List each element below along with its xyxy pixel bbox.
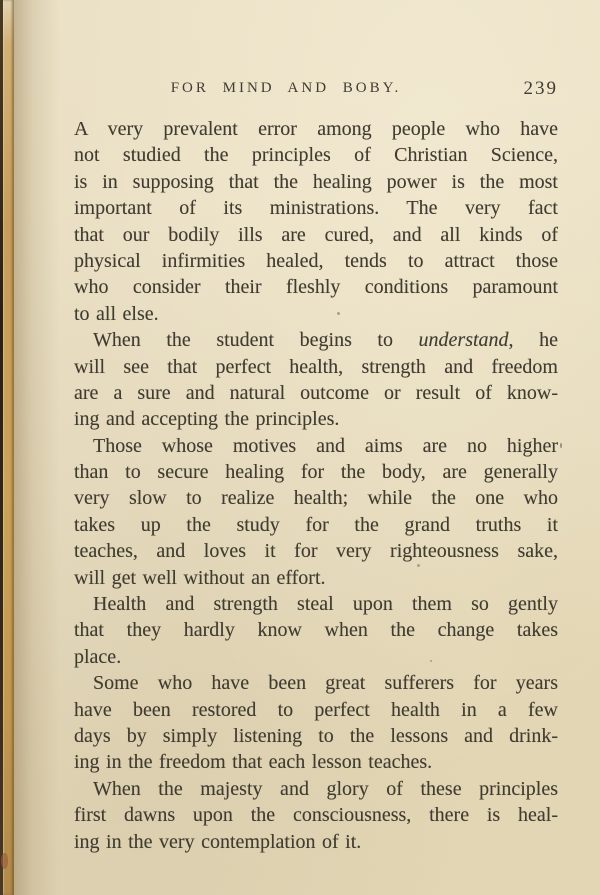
text-line: ing in the freedom that each lesson teaches.	[74, 751, 433, 774]
page-curvature-shadow	[14, 0, 60, 895]
text-line: teaches, and loves it for very righteousness sake,	[74, 540, 558, 563]
page-text	[74, 116, 558, 855]
page-stack-edge	[3, 0, 14, 895]
text-line: have been restored to perfect health in a few	[74, 698, 558, 721]
paper-stain	[1, 853, 8, 869]
text-line: that they hardly know when the change takes	[74, 619, 558, 642]
page-number: 239	[523, 78, 558, 99]
text-line: not studied the principles of Christian Science,	[74, 144, 558, 167]
text-line: that our bodily ills are cured, and all kinds of	[74, 223, 558, 246]
page-header	[74, 80, 558, 106]
text-line: who consider their fleshly conditions paramount	[74, 276, 558, 299]
text-line: important of its ministrations. The very fact	[74, 197, 558, 220]
text-line: first dawns upon the consciousness, there is heal-	[74, 804, 558, 827]
text-line: will get well without an effort.	[74, 566, 326, 589]
text-line: Those whose motives and aims are no higher	[93, 434, 558, 457]
paper-speck	[560, 443, 562, 448]
text-line: Some who have been great sufferers for years	[93, 672, 558, 695]
text-line: than to secure healing for the body, are generally	[74, 461, 558, 484]
text-line: ing and accepting the principles.	[74, 408, 340, 431]
running-title: FOR MIND AND BOBY.	[170, 80, 402, 96]
text-line: are a sure and natural outcome or result of know-	[74, 381, 558, 404]
text-line: ing in the very contemplation of it.	[74, 830, 362, 853]
text-line: place.	[74, 645, 122, 668]
text-line: days by simply listening to the lessons and drink-	[74, 724, 558, 747]
text-line: takes up the study for the grand truths it	[74, 513, 558, 536]
text-line: Health and strength steal upon them so gently	[93, 593, 558, 616]
text-line: physical infirmities healed, tends to attract those	[74, 249, 558, 272]
text-line: is in supposing that the healing power is the most	[74, 170, 558, 193]
text-line: When the student begins to understand, he	[93, 329, 558, 352]
text-line: A very prevalent error among people who have	[74, 118, 558, 140]
text-line: very slow to realize health; while the one who	[74, 487, 558, 510]
text-line: to all else.	[74, 302, 159, 325]
text-line: When the majesty and glory of these principles	[93, 777, 558, 800]
text-line: will see that perfect health, strength and freedom	[74, 355, 558, 378]
